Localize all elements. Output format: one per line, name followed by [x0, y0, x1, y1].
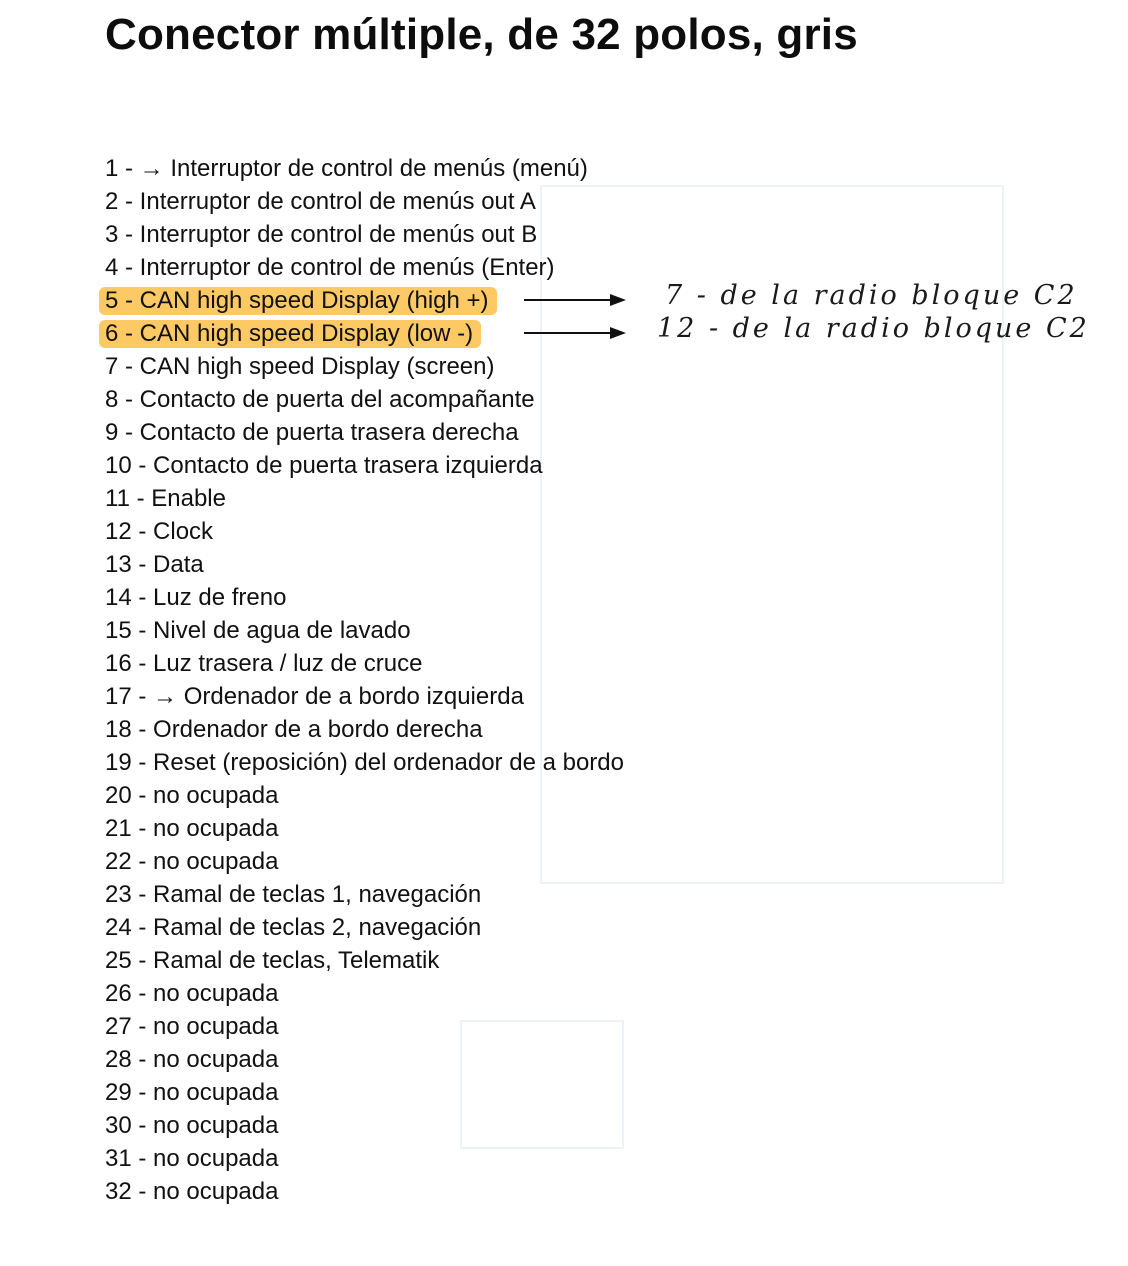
pin-label: 28 - no ocupada — [105, 1046, 279, 1073]
pin-label: 19 - Reset (reposición) del ordenador de a bordo — [105, 749, 624, 776]
pin-label: 14 - Luz de freno — [105, 584, 287, 611]
pin-label: 8 - Contacto de puerta del acompañante — [105, 386, 535, 413]
pin-row — [105, 614, 624, 647]
pin-label: 4 - Interruptor de control de menús (Enter) — [105, 254, 555, 281]
pin-row — [105, 515, 624, 548]
pin-row — [105, 1043, 624, 1076]
pin-row — [105, 251, 624, 284]
pin-label: 25 - Ramal de teclas, Telematik — [105, 947, 440, 974]
pin-row — [105, 152, 624, 185]
pin-label: 18 - Ordenador de a bordo derecha — [105, 716, 483, 743]
pin-row — [105, 1175, 624, 1208]
handwritten-note-text: 12 - de la radio bloque C2 — [657, 313, 1090, 344]
pin-list — [105, 152, 624, 1208]
pin-label: 15 - Nivel de agua de lavado — [105, 617, 411, 644]
pin-label: 26 - no ocupada — [105, 980, 279, 1007]
pin-row — [105, 1109, 624, 1142]
pin-label: 10 - Contacto de puerta trasera izquierda — [105, 452, 543, 479]
pin-label: 23 - Ramal de teclas 1, navegación — [105, 881, 482, 908]
pin-label: 17 - → Ordenador de a bordo izquierda — [105, 683, 524, 710]
pin-label: 31 - no ocupada — [105, 1145, 279, 1172]
pin-row — [105, 1142, 624, 1175]
pin-label: 21 - no ocupada — [105, 815, 279, 842]
pin-label: 1 - → Interruptor de control de menús (menú) — [105, 155, 588, 182]
pin-label: 11 - Enable — [105, 485, 226, 512]
pin-label: 3 - Interruptor de control de menús out B — [105, 221, 538, 248]
pin-label: 6 - CAN high speed Display (low -) — [105, 320, 474, 347]
pin-row — [105, 416, 624, 449]
pin-label: 9 - Contacto de puerta trasera derecha — [105, 419, 519, 446]
pin-row — [105, 911, 624, 944]
pin-label: 2 - Interruptor de control de menús out A — [105, 188, 536, 215]
pin-row — [105, 977, 624, 1010]
pin-row — [105, 350, 624, 383]
pin-label: 27 - no ocupada — [105, 1013, 279, 1040]
pin-row — [105, 878, 624, 911]
pin-row — [105, 812, 624, 845]
pin-row — [105, 218, 624, 251]
pin-label: 24 - Ramal de teclas 2, navegación — [105, 914, 482, 941]
pin-row — [105, 746, 624, 779]
pin-label: 30 - no ocupada — [105, 1112, 279, 1139]
pin-row — [105, 581, 624, 614]
pin-row — [105, 449, 624, 482]
arrow-right-icon — [522, 325, 632, 341]
pin-row — [105, 647, 624, 680]
pin-label: 7 - CAN high speed Display (screen) — [105, 353, 495, 380]
pin-row — [105, 1010, 624, 1043]
pin-label: 5 - CAN high speed Display (high +) — [105, 287, 489, 314]
pin-label: 29 - no ocupada — [105, 1079, 279, 1106]
pin-label: 16 - Luz trasera / luz de cruce — [105, 650, 423, 677]
pin-row — [105, 482, 624, 515]
pin-row — [105, 713, 624, 746]
handwritten-note-text: 7 - de la radio bloque C2 — [665, 280, 1078, 311]
pin-label: 32 - no ocupada — [105, 1178, 279, 1205]
pin-row — [105, 185, 624, 218]
pin-row — [105, 383, 624, 416]
pin-label: 20 - no ocupada — [105, 782, 279, 809]
pin-row — [105, 1076, 624, 1109]
pin-label: 13 - Data — [105, 551, 204, 578]
pin-row — [105, 548, 624, 581]
pin-row — [105, 779, 624, 812]
pin-row — [105, 944, 624, 977]
arrow-right-icon — [522, 292, 632, 308]
pin-label: 22 - no ocupada — [105, 848, 279, 875]
pin-label: 12 - Clock — [105, 518, 214, 545]
page-title: Conector múltiple, de 32 polos, gris — [105, 10, 858, 59]
pin-row — [105, 680, 624, 713]
pin-row — [105, 845, 624, 878]
